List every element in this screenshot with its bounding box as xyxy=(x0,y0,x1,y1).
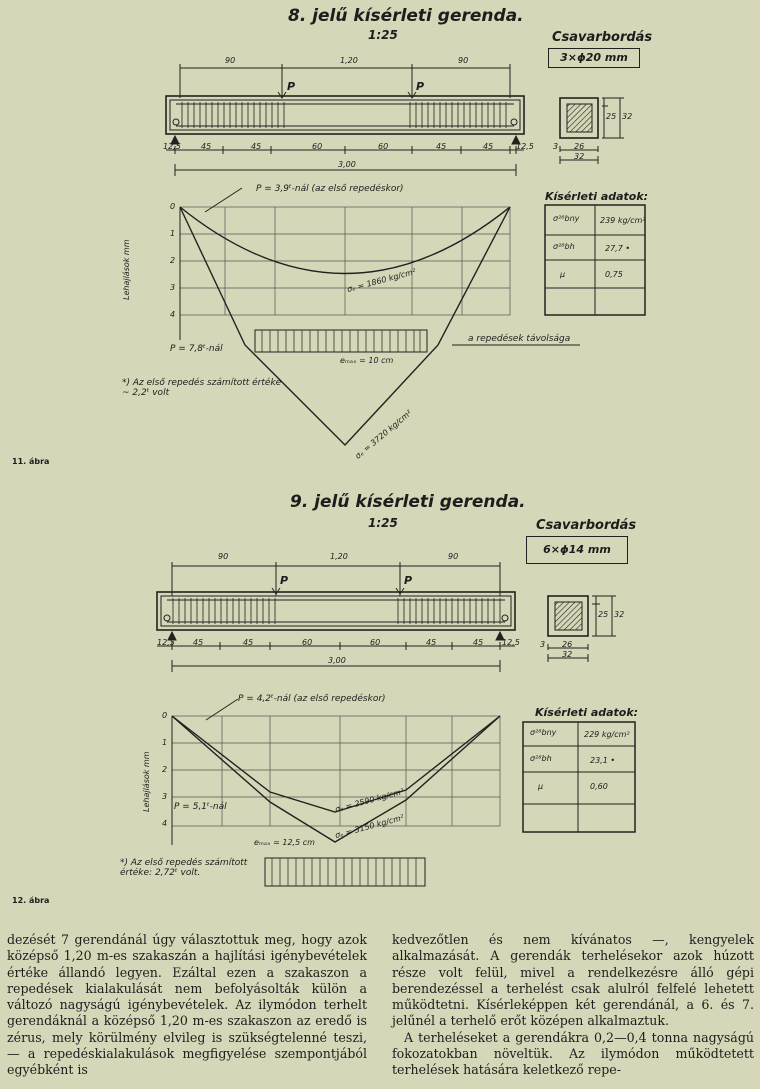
curve-label-max: P = 7,8ᵗ-nál xyxy=(170,344,223,354)
dim-label: 45 xyxy=(436,142,447,151)
curve-label-first-crack: P = 3,9ᵗ-nál (az első repedéskor) xyxy=(256,184,404,194)
table-symbol: μ xyxy=(538,782,544,791)
section-dim: 25 xyxy=(598,610,609,619)
y-tick: 1 xyxy=(170,229,176,238)
table-caption: Kísérleti adatok: xyxy=(535,706,639,719)
table-value: 0,60 xyxy=(590,782,608,791)
y-tick: 0 xyxy=(162,711,168,720)
text-column-left xyxy=(7,932,367,1079)
figure-title: 8. jelű kísérleti gerenda. xyxy=(288,6,524,26)
y-tick: 1 xyxy=(162,738,168,747)
dim-label: 45 xyxy=(251,142,262,151)
cross-section-2 xyxy=(548,596,616,662)
dim-label: 1,20 xyxy=(340,56,358,65)
cross-section-1 xyxy=(560,98,624,164)
figure-number: 11. ábra xyxy=(12,457,50,466)
dim-label: 60 xyxy=(378,142,389,151)
dim-label: 90 xyxy=(225,56,236,65)
footnote: *) Az első repedés számított értéke: 2,72ᵗ volt. xyxy=(120,858,248,878)
stress-label: σₑ = 3150 kg/cm² xyxy=(334,812,405,841)
dim-label: 45 xyxy=(426,638,437,647)
paragraph: kedvezőtlen és nem kívánatos —, kengyelek alkalmazását. A gerendák terhelésekor azok húzott része volt felül, mivel a rendelkezésre álló gépi berendezéssel a terhelést csak alulról felfelé lehetett működtetni. Kísérleképpen két gerendánál, a 6. és 7. jelűnél a terhelő erőt középen alkalmaztuk. xyxy=(392,932,754,1029)
paragraph: dezését 7 gerendánál úgy választottuk meg, hogy azok középső 1,20 m-es szakaszán a hajlítási igénybevételek értéke állandó legyen. Ezáltal ezen a szakaszon a repedések kialakulását nem befolyásolták külön a változó nagyságú igénybevételek. Az ilymódon terhelt gerendáknál a középső 1,20 m-es szakaszon az eredő is zérus, mely körülmény elvileg is szükségtelenné teszi, — a repedéskialakulások megfigyelése szempontjából egyébként is xyxy=(7,932,367,1078)
y-axis-label: Lehajlások mm xyxy=(122,239,131,300)
section-dim: 3 xyxy=(553,142,559,151)
table-symbol: μ xyxy=(560,270,566,279)
dim-label: 12,5 xyxy=(157,638,175,647)
table-value: 27,7 • xyxy=(605,244,631,253)
dim-label: 45 xyxy=(483,142,494,151)
dim-label: 12,5 xyxy=(516,142,534,151)
table-symbol: σ²⁸bh xyxy=(530,754,552,763)
stress-label: σₑ = 3720 kg/cm² xyxy=(353,408,414,461)
dim-label: 60 xyxy=(312,142,323,151)
section-dim: 3 xyxy=(540,640,546,649)
y-tick: 3 xyxy=(170,283,176,292)
curve-label-first-crack: P = 4,2ᵗ-nál (az első repedéskor) xyxy=(238,694,386,704)
csavar-label: Csavarbordás xyxy=(536,518,637,533)
paragraph: A terheléseket a gerendákra 0,2—0,4 tonna nagyságú fokozatokban növeltük. Az ilymódon működtetett terhelések hatására keletkező repe- xyxy=(392,1029,754,1078)
dim-label: 60 xyxy=(302,638,313,647)
scale-label: 1:25 xyxy=(368,516,398,530)
rebar-box: 6×ϕ14 mm xyxy=(526,536,628,564)
stress-label: σₑ = 2590 kg/cm² xyxy=(334,786,405,815)
load-label: P xyxy=(287,80,296,93)
table-symbol: σ²⁸bny xyxy=(553,214,580,223)
stress-label: σₑ = 1860 kg/cm² xyxy=(346,266,417,295)
figure-number: 12. ábra xyxy=(12,896,50,905)
y-tick: 0 xyxy=(170,202,176,211)
y-tick: 2 xyxy=(162,765,168,774)
dim-label: 12,5 xyxy=(163,142,181,151)
y-tick: 4 xyxy=(162,819,168,828)
dim-label: 45 xyxy=(473,638,484,647)
load-label: P xyxy=(280,574,289,587)
total-length: 3,00 xyxy=(338,160,356,169)
table-symbol: σ²⁸bh xyxy=(553,242,575,251)
emax-label: eₘₐₓ = 10 cm xyxy=(340,356,394,365)
section-dim: 32 xyxy=(614,610,625,619)
curve-label-max: P = 5,1ᵗ-nál xyxy=(174,802,227,812)
load-label: P xyxy=(404,574,413,587)
text-column-right xyxy=(392,932,754,1079)
dim-label: 90 xyxy=(448,552,459,561)
section-dim: 25 xyxy=(606,112,617,121)
y-tick: 4 xyxy=(170,310,176,319)
load-label: P xyxy=(416,80,425,93)
csavar-label: Csavarbordás xyxy=(552,30,653,45)
dim-label: 90 xyxy=(218,552,229,561)
figure-title: 9. jelű kísérleti gerenda. xyxy=(290,492,526,512)
rebar-box: 3×ϕ20 mm xyxy=(548,48,640,68)
dim-label: 45 xyxy=(193,638,204,647)
y-tick: 3 xyxy=(162,792,168,801)
table-value: 0,75 xyxy=(605,270,623,279)
dim-label: 45 xyxy=(243,638,254,647)
y-axis-label: Lehajlások mm xyxy=(142,751,151,812)
section-dim: 26 xyxy=(574,142,585,151)
deflection-diagram-1 xyxy=(180,188,580,445)
footnote: *) Az első repedés számított értéke ~ 2,2ᵗ volt xyxy=(122,378,282,398)
section-dim: 32 xyxy=(622,112,633,121)
dim-label: 12,5 xyxy=(502,638,520,647)
dim-label: 90 xyxy=(458,56,469,65)
section-dim: 26 xyxy=(562,640,573,649)
table-value: 23,1 • xyxy=(590,756,616,765)
dim-label: 60 xyxy=(370,638,381,647)
table-value: 229 kg/cm² xyxy=(584,730,630,739)
scale-label: 1:25 xyxy=(368,28,398,42)
y-tick: 2 xyxy=(170,256,176,265)
total-length: 3,00 xyxy=(328,656,346,665)
table-caption: Kísérleti adatok: xyxy=(545,190,649,203)
table-symbol: σ²⁸bny xyxy=(530,728,557,737)
dim-label: 45 xyxy=(201,142,212,151)
section-dim: 32 xyxy=(574,152,585,161)
dim-label: 1,20 xyxy=(330,552,348,561)
table-value: 239 kg/cm² xyxy=(600,216,646,225)
crack-distance-label: a repedések távolsága xyxy=(468,334,571,344)
section-dim: 32 xyxy=(562,650,573,659)
emax-label: eₘₐₓ = 12,5 cm xyxy=(254,838,315,847)
